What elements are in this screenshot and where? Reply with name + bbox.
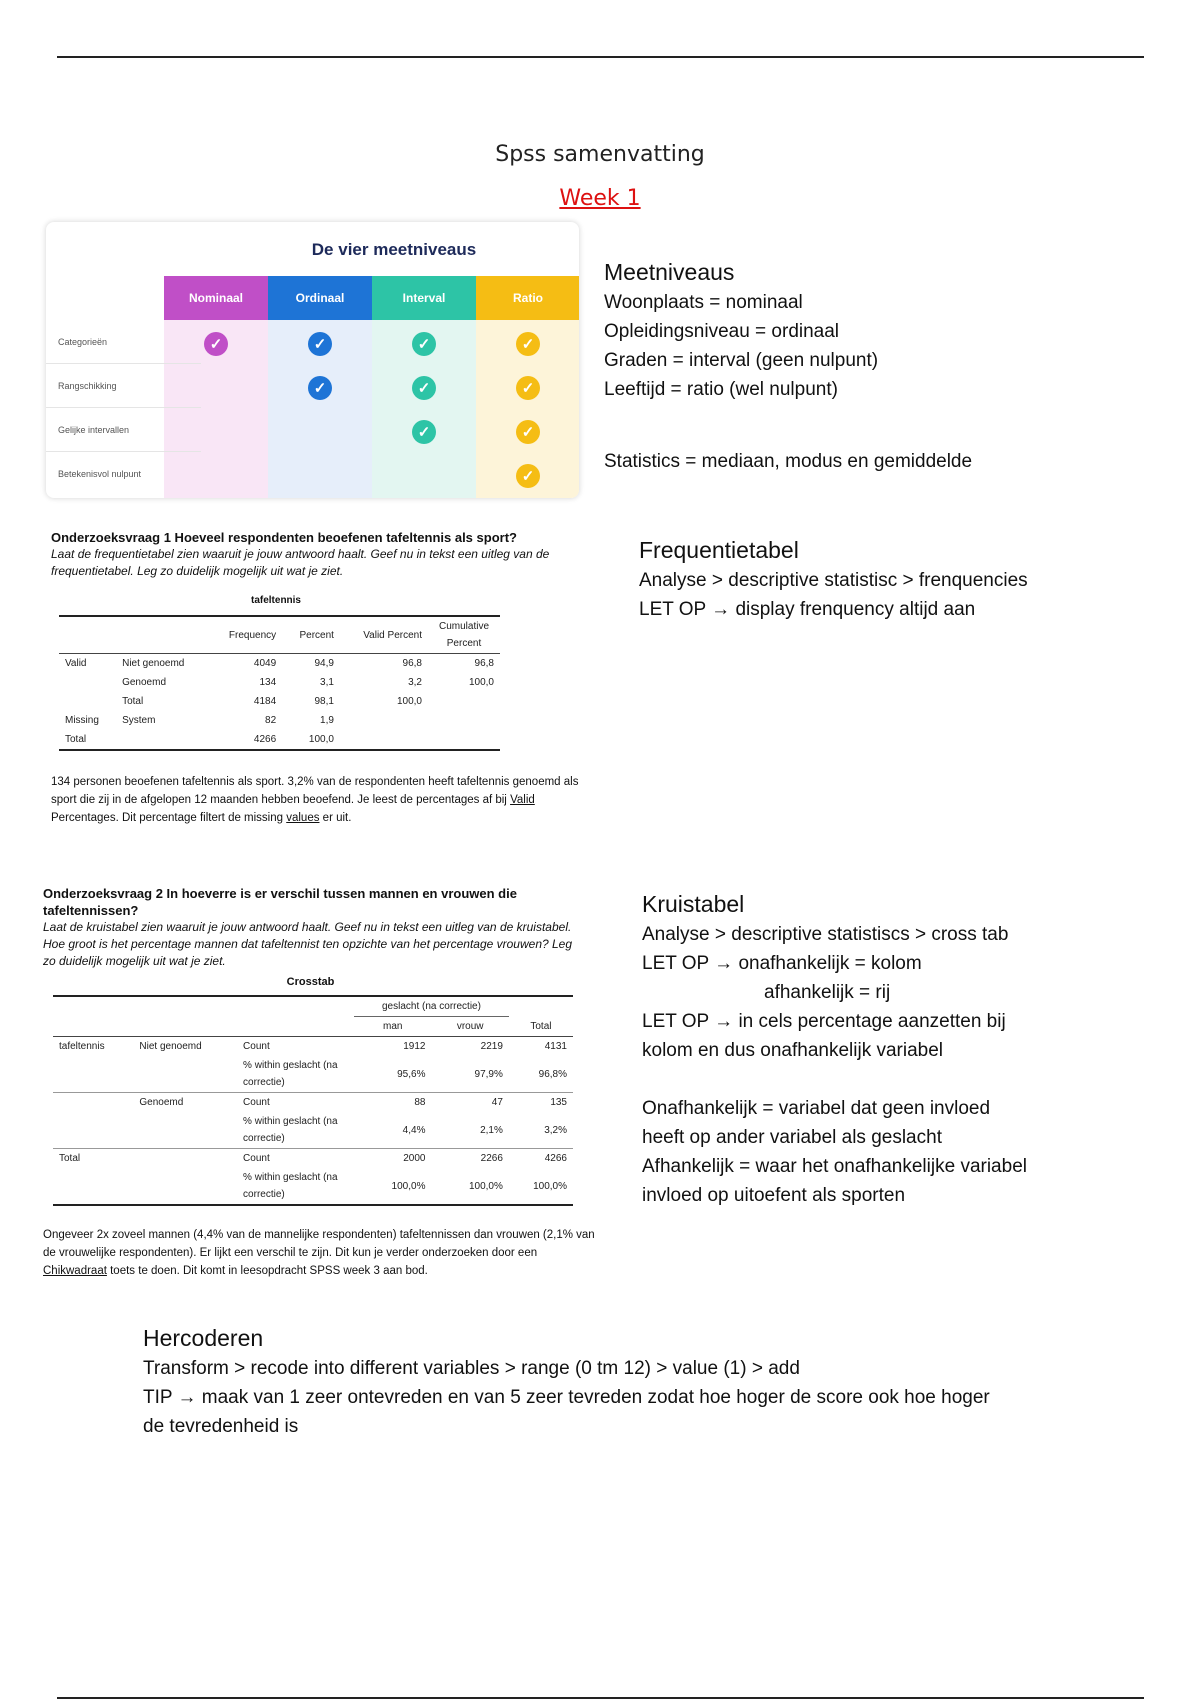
- frequency-table: [59, 615, 500, 751]
- table-cell: 3,1: [320, 677, 334, 688]
- answer-text: toets te doen. Dit komt in leesopdracht SPSS week 3 aan bod.: [106, 1265, 428, 1277]
- table-cell: Valid: [65, 658, 87, 669]
- table-header-row: [53, 1017, 573, 1037]
- table-cell: 134: [259, 677, 277, 688]
- top-rule: [57, 56, 1144, 58]
- check-icon: ✓: [412, 376, 436, 400]
- table-cell: Count: [243, 1097, 270, 1108]
- table-row: [59, 730, 500, 750]
- kruistabel-notes: [642, 888, 1027, 1210]
- frequentie-heading: Frequentietabel: [639, 537, 799, 563]
- table-row: [53, 1112, 573, 1149]
- table-header-row: [59, 616, 500, 654]
- answer-text: Ongeveer 2x zoveel mannen (4,4% van de mannelijke respondenten) tafeltennissen dan vrouwen (2,1% van de vrouwelijke respondenten). Er lijkt een verschil te zijn. Dit kun je verder onderzoeken door een: [43, 1229, 595, 1259]
- table-cell: [133, 1168, 237, 1205]
- question-2-heading: Onderzoeksvraag 2 In hoeverre is er verschil tussen mannen en vrouwen die tafeltennissen?: [43, 886, 517, 918]
- table-group-header: geslacht (na correctie): [354, 996, 509, 1017]
- table-cell: % within geslacht (na correctie): [243, 1172, 338, 1200]
- table-row: [53, 1093, 573, 1113]
- row-divider: [46, 451, 201, 452]
- meetniveaus-heading: Meetniveaus: [604, 259, 735, 285]
- table-cell: 4184: [253, 696, 277, 707]
- table-cell: 4049: [253, 658, 277, 669]
- question-1-heading: Onderzoeksvraag 1 Hoeveel respondenten beoefenen tafeltennis als sport?: [51, 530, 517, 545]
- check-icon: ✓: [516, 376, 540, 400]
- question-2-answer: [43, 1226, 598, 1280]
- table-cell: 100,0: [308, 734, 334, 745]
- table-cell: 88: [414, 1097, 426, 1108]
- table-cell: 2266: [480, 1153, 503, 1164]
- note-line: Onafhankelijk = variabel dat geen invloed: [642, 1098, 991, 1119]
- check-icon: ✓: [412, 420, 436, 444]
- note-line: Woonplaats = nominaal: [604, 292, 803, 313]
- table-header: [59, 616, 116, 654]
- table-cell: 100,0%: [533, 1180, 567, 1192]
- table-row: [53, 1149, 573, 1169]
- answer-text: 134 personen beoefenen tafeltennis als sport. 3,2% van de respondenten heeft tafeltennis genoemd als sport die zij in de afgelopen 12 maanden hebben beoefend. Je leest de percentages af bij: [51, 776, 579, 806]
- row-divider: [46, 407, 201, 408]
- week-heading: [0, 186, 1200, 211]
- table-header-spacer: [53, 1017, 354, 1037]
- table-cell: 100,0: [468, 677, 494, 688]
- note-line: Afhankelijk = waar het onafhankelijke variabel: [642, 1156, 1027, 1177]
- table-cell: Niet genoemd: [122, 658, 185, 669]
- question-2-instruction: Laat de kruistabel zien waaruit je jouw antwoord haalt. Geef nu in tekst een uitleg van de kruistabel. Hoe groot is het percentage mannen dat tafeltennist ten opzichte van het percentage vrouwen? Leg zo duidelijk mogelijk uit wat je ziet.: [43, 920, 573, 968]
- answer-text: Percentages. Dit percentage filtert de missing: [51, 812, 287, 824]
- note-line: Leeftijd = ratio (wel nulpunt): [604, 379, 838, 400]
- table-cell: [53, 1112, 133, 1149]
- answer-text: er uit.: [319, 812, 352, 824]
- check-icon: ✓: [308, 376, 332, 400]
- table-row: [59, 654, 500, 674]
- col-ratio: Ratio: [476, 276, 579, 320]
- table-cell: 4266: [544, 1153, 567, 1164]
- kruistabel-heading: Kruistabel: [642, 891, 745, 917]
- note-line: de tevredenheid is: [143, 1416, 299, 1437]
- check-icon: ✓: [308, 332, 332, 356]
- table-header: man: [383, 1021, 403, 1032]
- table-row: [59, 673, 500, 692]
- hercoderen-notes: [143, 1322, 990, 1441]
- table-cell: 4266: [253, 734, 277, 745]
- table-cell: Total: [59, 1153, 81, 1164]
- table-cell: 4131: [544, 1041, 567, 1052]
- row-divider: [46, 363, 201, 364]
- table-header-row: [53, 996, 573, 1017]
- row-label: Categorieën: [58, 337, 108, 347]
- table-cell: 96,8%: [538, 1068, 567, 1080]
- table-cell: tafeltennis: [59, 1041, 105, 1052]
- table-header: Valid Percent: [363, 629, 422, 641]
- table-cell: [59, 673, 116, 692]
- table-cell: 96,8: [474, 658, 494, 669]
- check-icon: ✓: [204, 332, 228, 356]
- crosstab-title: Crosstab: [286, 976, 335, 988]
- table-row: [53, 1056, 573, 1093]
- check-icon: ✓: [516, 332, 540, 356]
- table-cell: 82: [265, 715, 277, 726]
- note-line: Transform > recode into different variables > range (0 tm 12) > value (1) > add: [143, 1358, 800, 1379]
- table-header: [116, 616, 208, 654]
- note-line: TIP → maak van 1 zeer ontevreden en van 5 zeer tevreden zodat hoe hoger de score ook hoe hoger: [143, 1387, 990, 1408]
- table-cell: 47: [491, 1097, 503, 1108]
- table-cell: 2000: [403, 1153, 426, 1164]
- table-cell: [53, 1168, 133, 1205]
- check-icon: ✓: [412, 332, 436, 356]
- note-line: LET OP → onafhankelijk = kolom: [642, 953, 922, 974]
- table-cell: Total: [65, 734, 87, 745]
- table-cell: [53, 1093, 133, 1113]
- hercoderen-heading: Hercoderen: [143, 1325, 264, 1351]
- table-cell: [133, 1149, 237, 1169]
- table-cell: 135: [550, 1097, 567, 1108]
- table-header: vrouw: [456, 1021, 484, 1032]
- table-cell: 4,4%: [402, 1124, 426, 1136]
- table-cell: [340, 711, 428, 730]
- table-cell: % within geslacht (na correctie): [243, 1116, 338, 1144]
- answer-underlined: values: [286, 812, 320, 824]
- table-cell: 96,8: [402, 658, 422, 669]
- table-row: [53, 1168, 573, 1205]
- table-header: Total: [530, 1020, 552, 1032]
- table-cell: System: [122, 715, 156, 726]
- table-cell: 2219: [480, 1041, 503, 1052]
- table-cell: 3,2%: [544, 1124, 567, 1136]
- question-1-block: [51, 529, 591, 827]
- table-header: Cumulative Percent: [438, 621, 490, 649]
- note-line: kolom en dus onafhankelijk variabel: [642, 1040, 944, 1061]
- table-cell: 2,1%: [480, 1124, 503, 1136]
- table-cell: Genoemd: [122, 677, 167, 688]
- table-cell: 1,9: [320, 715, 334, 726]
- row-label: Betekenisvol nulpunt: [58, 469, 142, 479]
- table-row: [59, 692, 500, 711]
- note-line: heeft op ander variabel als geslacht: [642, 1127, 942, 1148]
- table-cell: Count: [243, 1041, 270, 1052]
- question-1-instruction: Laat de frequentietabel zien waaruit je jouw antwoord haalt. Geef nu in tekst een uitleg van de frequentietabel. Leg zo duidelijk mogelijk uit wat je ziet.: [51, 547, 550, 578]
- table-cell: % within geslacht (na correctie): [243, 1060, 338, 1088]
- table-header: Percent: [299, 629, 334, 641]
- table-cell: 97,9%: [474, 1068, 503, 1080]
- week-label: Week 1: [559, 186, 641, 211]
- note-line: Analyse > descriptive statistiscs > cross tab: [642, 924, 1009, 945]
- table-cell: Genoemd: [139, 1097, 184, 1108]
- table-cell: 3,2: [408, 677, 422, 688]
- table-cell: Niet genoemd: [139, 1041, 202, 1052]
- page-title: Spss samenvatting: [495, 142, 705, 167]
- measurement-levels-card: [46, 222, 579, 498]
- table-cell: [133, 1112, 237, 1149]
- table-cell: [428, 730, 500, 750]
- table-cell: 98,1: [314, 696, 334, 707]
- table-header-spacer: [53, 996, 354, 1017]
- question-1-answer: [51, 773, 591, 827]
- answer-underlined: Valid: [510, 794, 535, 806]
- card-title: De vier meetniveaus: [311, 240, 477, 259]
- row-label: Rangschikking: [58, 381, 117, 391]
- table-cell: 100,0: [396, 696, 422, 707]
- table-cell: 1912: [403, 1041, 426, 1052]
- check-icon: ✓: [516, 464, 540, 488]
- table-cell: 100,0%: [391, 1180, 426, 1192]
- note-line: Opleidingsniveau = ordinaal: [604, 321, 840, 342]
- table-cell: 100,0%: [468, 1180, 503, 1192]
- crosstab-table: [53, 995, 573, 1206]
- row-label: Gelijke intervallen: [58, 425, 130, 435]
- col-ordinaal: Ordinaal: [268, 276, 372, 320]
- note-line: invloed op uitoefent als sporten: [642, 1185, 906, 1206]
- check-icon: ✓: [516, 420, 540, 444]
- table-cell: [59, 692, 116, 711]
- table-cell: [340, 730, 428, 750]
- table-cell: Missing: [65, 715, 99, 726]
- table-cell: [428, 692, 500, 711]
- table-cell: Total: [122, 696, 144, 707]
- note-line: LET OP → in cels percentage aanzetten bij: [642, 1011, 1006, 1032]
- table-header: Frequency: [228, 629, 277, 641]
- question-2-block: [43, 885, 608, 1280]
- table-cell: [53, 1056, 133, 1093]
- table-cell: [116, 730, 208, 750]
- table-cell: [133, 1056, 237, 1093]
- table-cell: 95,6%: [397, 1068, 426, 1080]
- table-cell: [428, 711, 500, 730]
- note-line: Analyse > descriptive statistisc > frenquencies: [639, 570, 1028, 591]
- table-header-spacer: [509, 996, 573, 1017]
- table-row: [53, 1037, 573, 1057]
- note-line: LET OP → display frenquency altijd aan: [639, 599, 976, 620]
- table-cell: Count: [243, 1153, 270, 1164]
- statistics-line: Statistics = mediaan, modus en gemiddelde: [604, 451, 973, 472]
- note-line: Graden = interval (geen nulpunt): [604, 350, 879, 371]
- meetniveaus-notes: [604, 256, 972, 476]
- col-nominaal: Nominaal: [164, 276, 268, 320]
- bottom-rule: [57, 1697, 1144, 1699]
- table-row: [59, 711, 500, 730]
- frequentie-notes: [639, 534, 1028, 624]
- answer-underlined: Chikwadraat: [43, 1265, 107, 1277]
- note-line: afhankelijk = rij: [764, 982, 891, 1003]
- table-cell: 94,9: [314, 658, 334, 669]
- col-interval: Interval: [372, 276, 476, 320]
- frequency-table-title: tafeltennis: [250, 595, 301, 606]
